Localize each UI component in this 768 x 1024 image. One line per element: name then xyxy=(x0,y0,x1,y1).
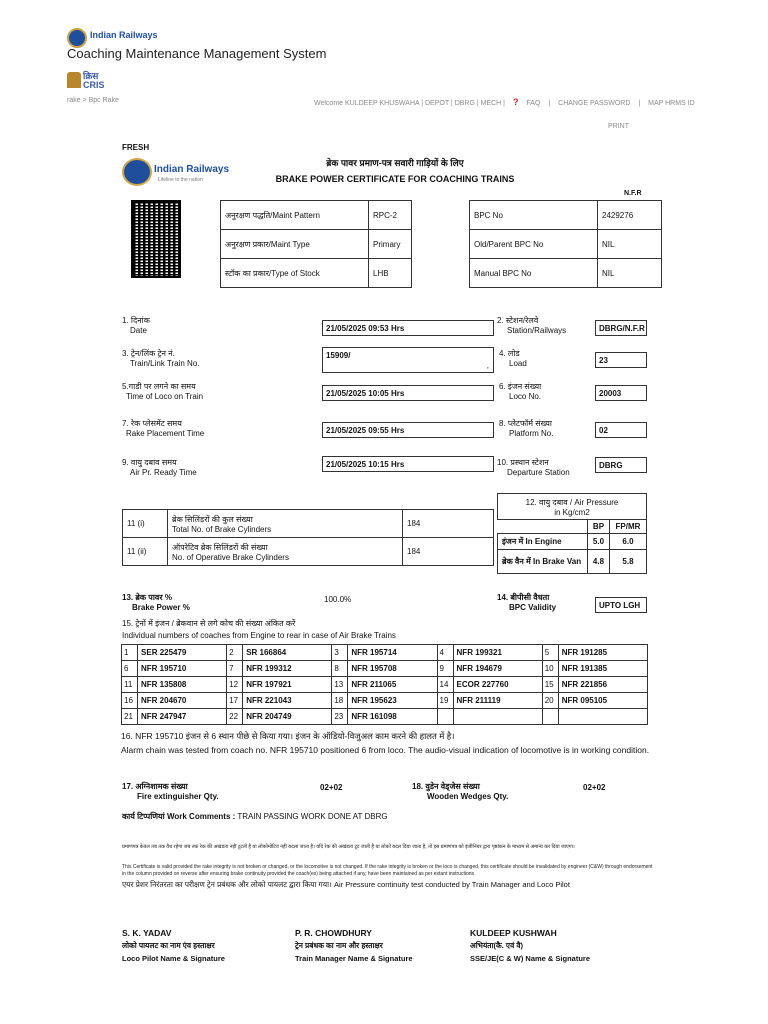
train-manager-signature xyxy=(295,928,413,963)
coaches-title-hindi: 15. ट्रेनों में इंजन / ब्रेकवान से लगे कोच की संख्या अंकित करें xyxy=(122,619,296,628)
air-pressure-row-fp: 5.8 xyxy=(609,550,646,574)
air-pressure-title xyxy=(498,494,647,520)
loco-pilot-label-hindi: लोको पायलट का नाम एंव हस्ताक्षर xyxy=(122,941,215,950)
coach-number: ECOR 227760 xyxy=(453,677,542,693)
load-label xyxy=(499,349,527,369)
placement-label xyxy=(122,419,204,439)
coach-number: NFR 211065 xyxy=(348,677,437,693)
coach-number: NFR 221856 xyxy=(558,677,647,693)
brake-power-label xyxy=(122,593,190,613)
continuity-note: एयर प्रेशर निरंतरता का परीक्षण ट्रेन प्रबंधक और लोको पायलट द्वारा किया गया। Air Pressure continuity test conducted by Train Manager and Loco Pilot xyxy=(122,880,570,889)
loco-no-label-hindi: 6. इंजन संख्या xyxy=(499,382,542,391)
coach-number: NFR 195623 xyxy=(348,693,437,709)
coach-position: 20 xyxy=(542,693,558,709)
cylinders-row-label xyxy=(168,510,403,538)
coach-position: 11 xyxy=(122,677,138,693)
coach-position xyxy=(437,709,453,725)
coach-position: 17 xyxy=(227,693,243,709)
coach-number: NFR 247947 xyxy=(138,709,227,725)
air-pressure-col-fp: FP/MR xyxy=(609,520,646,534)
cylinders-table xyxy=(122,509,494,566)
cylinders-row-label xyxy=(168,538,403,566)
loco-no-value: 20003 xyxy=(595,385,647,401)
bpc-no-value: 2429276 xyxy=(598,201,662,230)
coach-number: NFR 199312 xyxy=(243,661,332,677)
validity-note-hindi: प्रमाणपत्र केवल तब तक वैध रहेगा जब तक रेक की अखंडता नहीं टूटती है या लोकोमोटिव नहीं बदला जाता है। यदि रेक की अखंडता टूट जाती है या लोको बदल दिया जाता है, तो इस प्रमाणपत्र को इंजीनियर द्वारा पृष्ठांकन के माध्यम से अमान्य कर दिया जाएगा। xyxy=(122,844,575,850)
coach-position: 3 xyxy=(332,645,348,661)
air-pressure-title-text: 12. वायु दबाव / Air Pressure xyxy=(525,497,619,507)
print-link[interactable]: PRINT xyxy=(608,123,629,130)
air-pressure-row-fp: 6.0 xyxy=(609,534,646,550)
coach-position xyxy=(542,709,558,725)
coach-row xyxy=(122,661,648,677)
manual-bpc-label: Manual BPC No xyxy=(470,259,598,288)
indian-railways-logo-icon xyxy=(67,28,87,48)
air-pressure-row-bp: 5.0 xyxy=(588,534,610,550)
cris-logo-hindi: क्रिस xyxy=(83,71,99,81)
coach-number: SER 225479 xyxy=(138,645,227,661)
coach-position: 8 xyxy=(332,661,348,677)
departure-label xyxy=(497,458,570,478)
app-title: Coaching Maintenance Management System xyxy=(67,46,327,61)
indian-railways-logo-text: Indian Railways xyxy=(90,30,158,40)
coach-position: 13 xyxy=(332,677,348,693)
cylinders-label-hindi: ब्रेक सिलिंडरों की कुल संख्या xyxy=(172,514,253,524)
cylinders-label-hindi: ऑपरेटिव ब्रेक सिलिंडरों की संख्या xyxy=(172,542,268,552)
breadcrumb[interactable]: rake > Bpc Rake xyxy=(67,97,119,104)
coach-number: NFR 194679 xyxy=(453,661,542,677)
help-icon[interactable]: ? xyxy=(512,97,519,107)
old-bpc-value: NIL xyxy=(598,230,662,259)
brake-power-label-hindi: 13. ब्रेक पावर % xyxy=(122,593,172,602)
coach-position: 18 xyxy=(332,693,348,709)
coach-position: 10 xyxy=(542,661,558,677)
coach-number: NFR 204670 xyxy=(138,693,227,709)
faq-link[interactable]: FAQ xyxy=(526,100,541,107)
departure-label-english: Departure Station xyxy=(507,468,570,477)
platform-label-hindi: 8. प्लेटफॉर्म संख्या xyxy=(499,419,553,428)
coach-position: 16 xyxy=(122,693,138,709)
departure-value: DBRG xyxy=(595,457,647,473)
loco-pilot-signature xyxy=(122,928,225,963)
coach-number: NFR 195714 xyxy=(348,645,437,661)
coach-number: NFR 191285 xyxy=(558,645,647,661)
cylinders-label-english: No. of Operative Brake Cylinders xyxy=(172,552,289,562)
extinguisher-label xyxy=(122,782,219,802)
placement-value: 21/05/2025 09:55 Hrs xyxy=(322,422,494,438)
coach-number: NFR 195708 xyxy=(348,661,437,677)
engineer-signature xyxy=(470,928,590,963)
bpc-no-label: BPC No xyxy=(470,201,598,230)
coach-row xyxy=(122,693,648,709)
coaches-table xyxy=(121,644,648,725)
engineer-label-hindi: अभियंता(कै. एवं वै) xyxy=(470,941,524,950)
work-comments-value: TRAIN PASSING WORK DONE AT DBRG xyxy=(237,812,388,821)
alarm-hindi: 16. NFR 195710 इंजन से 6 स्थान पीछे से किया गया। इंजन के ऑडियो-विजुअल काम करने की हालत में है। xyxy=(121,731,455,741)
wedges-value: 02+02 xyxy=(583,783,606,792)
loco-pilot-label-english: Loco Pilot Name & Signature xyxy=(122,954,225,963)
coach-number xyxy=(558,709,647,725)
train-label-english: Train/Link Train No. xyxy=(130,359,200,368)
national-emblem-icon xyxy=(67,72,81,88)
coach-position: 5 xyxy=(542,645,558,661)
coach-row xyxy=(122,645,648,661)
air-pressure-col-bp: BP xyxy=(588,520,610,534)
cylinders-row-value: 184 xyxy=(403,538,494,566)
certificate-status: FRESH xyxy=(122,143,150,152)
change-password-link[interactable]: CHANGE PASSWORD xyxy=(558,100,631,107)
coach-position: 1 xyxy=(122,645,138,661)
platform-label-english: Platform No. xyxy=(509,429,554,438)
air-pressure-row-label: ब्रेक वैन में In Brake Van xyxy=(498,550,588,574)
train-suffix: , xyxy=(486,361,489,370)
air-ready-value: 21/05/2025 10:15 Hrs xyxy=(322,456,494,472)
date-label-hindi: 1. दिनांक xyxy=(122,316,150,325)
maint-table xyxy=(220,200,412,288)
engineer-label-english: SSE/JE(C & W) Name & Signature xyxy=(470,954,591,963)
brake-power-value: 100.0% xyxy=(324,595,352,604)
cylinders-row-value: 184 xyxy=(403,510,494,538)
extinguisher-value: 02+02 xyxy=(320,783,343,792)
load-value: 23 xyxy=(595,352,647,368)
maint-type-value: Primary xyxy=(369,230,412,259)
coach-number: NFR 161098 xyxy=(348,709,437,725)
coach-position: 23 xyxy=(332,709,348,725)
coach-row xyxy=(122,677,648,693)
bpc-table xyxy=(469,200,662,288)
loco-no-label-english: Loco No. xyxy=(509,392,542,401)
coach-position: 7 xyxy=(227,661,243,677)
train-manager-label-hindi: ट्रेन प्रबंधक का नाम और हस्ताक्षर xyxy=(295,941,383,950)
train-manager-name: P. R. CHOWDHURY xyxy=(295,928,372,938)
loco-time-label xyxy=(122,382,203,402)
loco-time-label-hindi: 5.गाडी पर लगने का समय xyxy=(122,382,196,391)
train-value xyxy=(322,347,494,373)
loco-no-label xyxy=(499,382,541,402)
loco-time-label-english: Time of Loco on Train xyxy=(126,392,204,401)
coach-number: NFR 211119 xyxy=(453,693,542,709)
ir-logo-text: Indian Railways xyxy=(154,164,230,175)
loco-pilot-name: S. K. YADAV xyxy=(122,928,172,938)
certificate-title-english: BRAKE POWER CERTIFICATE FOR COACHING TRAINS xyxy=(275,174,515,184)
engineer-name: KULDEEP KUSHWAH xyxy=(470,928,557,938)
railway-code: N.F.R xyxy=(624,190,642,197)
manual-bpc-value: NIL xyxy=(598,259,662,288)
bpc-validity-label-hindi: 14. बीपीसी वैधता xyxy=(497,593,550,602)
coach-number xyxy=(453,709,542,725)
maint-type-label: अनुरक्षण प्रकार/Maint Type xyxy=(221,230,369,259)
train-number: 15909/ xyxy=(326,351,351,360)
train-label-hindi: 3. ट्रेन/लिंक ट्रेन नं. xyxy=(122,349,175,358)
platform-value: 02 xyxy=(595,422,647,438)
brake-power-label-english: Brake Power % xyxy=(132,603,190,612)
bpc-validity-label xyxy=(497,593,556,613)
ir-logo-tagline: Lifeline to the nation xyxy=(158,177,203,183)
extinguisher-label-english: Fire extinguisher Qty. xyxy=(137,792,219,801)
stock-type-value: LHB xyxy=(369,259,412,288)
coaches-title-english: Individual numbers of coaches from Engine to rear in case of Air Brake Trains xyxy=(122,631,396,640)
coach-number: SR 166864 xyxy=(243,645,332,661)
validity-note-english: This Certificate is valid provided the rake integrity is not broken or changed, or the locomotive is not changed. If the rake integrity is broken or the loco is changed, this certificate should be invalidated by engineer (C&W) through endorsement in the column provided on reverse after ensuring brake continuity provided the coach(es) being attached if any, have been maintained as per extant instructions xyxy=(122,864,653,877)
air-pressure-row-bp: 4.8 xyxy=(588,550,610,574)
work-comments-label: कार्य टिप्पणियां Work Comments : xyxy=(122,812,236,821)
air-pressure-table xyxy=(497,493,647,574)
air-ready-label xyxy=(122,458,197,478)
wedges-label-hindi: 18. वुडेन वेड्जेस संख्या xyxy=(412,782,480,791)
cris-logo xyxy=(83,72,105,90)
wedges-label xyxy=(412,782,508,802)
bpc-validity-value: UPTO LGH xyxy=(595,597,647,613)
bpc-validity-label-english: BPC Validity xyxy=(509,603,557,612)
welcome-text: Welcome KULDEEP KHUSWAHA | DEPOT | DBRG | MECH | xyxy=(314,100,505,107)
coach-row xyxy=(122,709,648,725)
coach-position: 12 xyxy=(227,677,243,693)
station-label-english: Station/Railways xyxy=(507,326,567,335)
coach-position: 15 xyxy=(542,677,558,693)
coach-position: 22 xyxy=(227,709,243,725)
old-bpc-label: Old/Parent BPC No xyxy=(470,230,598,259)
map-hrms-link[interactable]: MAP HRMS ID xyxy=(648,100,695,107)
coach-number: NFR 135808 xyxy=(138,677,227,693)
cylinders-row-no: 11 (i) xyxy=(123,510,168,538)
station-label xyxy=(497,316,566,336)
stock-type-label: स्टॉक का प्रकार/Type of Stock xyxy=(221,259,369,288)
coach-number: NFR 204749 xyxy=(243,709,332,725)
cylinders-label-english: Total No. of Brake Cylinders xyxy=(172,524,272,534)
nav-separator: | xyxy=(638,100,641,107)
coach-position: 9 xyxy=(437,661,453,677)
station-value: DBRG/N.F.R xyxy=(595,320,647,336)
coach-position: 14 xyxy=(437,677,453,693)
coach-number: NFR 191385 xyxy=(558,661,647,677)
load-label-english: Load xyxy=(509,359,527,368)
placement-label-english: Rake Placement Time xyxy=(126,429,205,438)
top-navigation xyxy=(314,97,701,107)
loco-time-value: 21/05/2025 10:05 Hrs xyxy=(322,385,494,401)
air-pressure-header-blank xyxy=(498,520,588,534)
air-ready-label-english: Air Pr. Ready Time xyxy=(130,468,197,477)
nav-separator: | xyxy=(548,100,551,107)
coach-position: 4 xyxy=(437,645,453,661)
date-value: 21/05/2025 09:53 Hrs xyxy=(322,320,494,336)
station-label-hindi: 2. स्टेशन/रेलवे xyxy=(497,316,539,325)
date-label xyxy=(122,316,150,336)
coach-position: 21 xyxy=(122,709,138,725)
maint-pattern-label: अनुरक्षण पद्धति/Maint Pattern xyxy=(221,201,369,230)
coach-position: 2 xyxy=(227,645,243,661)
departure-label-hindi: 10. प्रस्थान स्टेशन xyxy=(497,458,549,467)
air-ready-label-hindi: 9. वायु दबाव समय xyxy=(122,458,177,467)
coach-number: NFR 221043 xyxy=(243,693,332,709)
coach-number: NFR 197921 xyxy=(243,677,332,693)
maint-pattern-value: RPC-2 xyxy=(369,201,412,230)
coach-number: NFR 195710 xyxy=(138,661,227,677)
extinguisher-label-hindi: 17. अग्निशामक संख्या xyxy=(122,782,188,791)
air-pressure-unit: in Kg/cm2 xyxy=(554,507,590,517)
alarm-english: Alarm chain was tested from coach no. NFR 195710 positioned 6 from loco. The audio-visual indication of locomotive is in working condition. xyxy=(121,745,650,755)
qr-code-icon xyxy=(131,200,181,278)
train-manager-label-english: Train Manager Name & Signature xyxy=(295,954,413,963)
platform-label xyxy=(499,419,553,439)
work-comments xyxy=(122,811,388,822)
coach-number: NFR 199321 xyxy=(453,645,542,661)
coach-number: NFR 095105 xyxy=(558,693,647,709)
load-label-hindi: 4. लोड xyxy=(499,349,520,358)
cris-logo-text: CRIS xyxy=(83,80,105,90)
wedges-label-english: Wooden Wedges Qty. xyxy=(427,792,509,801)
date-label-english: Date xyxy=(130,326,147,335)
cylinders-row-no: 11 (ii) xyxy=(123,538,168,566)
coach-position: 6 xyxy=(122,661,138,677)
train-label xyxy=(122,349,200,369)
certificate-title-hindi: ब्रेक पावर प्रमाण-पत्र सवारी गाड़ियों के लिए xyxy=(326,158,464,168)
air-pressure-row-label: इंजन में In Engine xyxy=(498,534,588,550)
placement-label-hindi: 7. रेक प्लेसमेंट समय xyxy=(122,419,182,428)
coach-position: 19 xyxy=(437,693,453,709)
